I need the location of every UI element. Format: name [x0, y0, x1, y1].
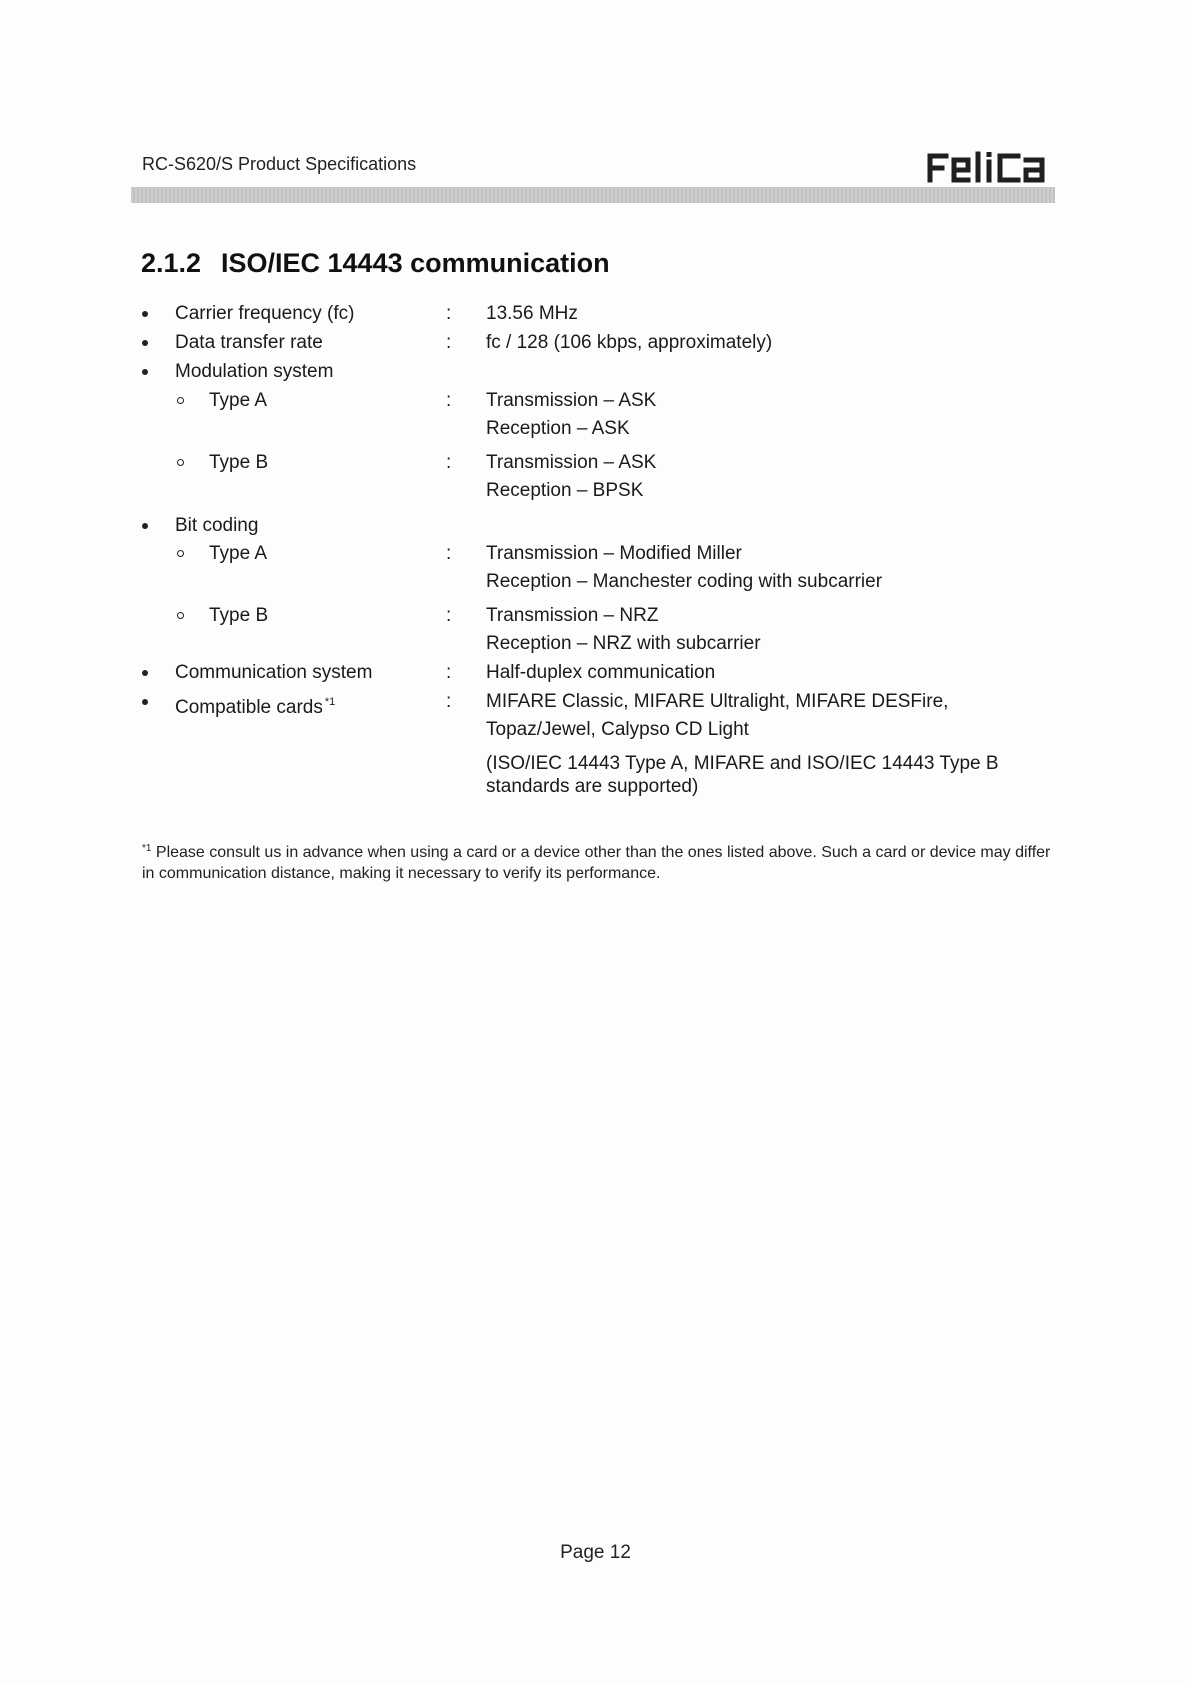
spec-sublabel: Type A [209, 390, 268, 411]
spec-value-line: Transmission – NRZ [486, 605, 659, 626]
spec-value-line: Reception – NRZ with subcarrier [486, 633, 761, 654]
header-divider-bar [131, 187, 1055, 203]
spec-value [486, 329, 1046, 357]
spec-value-line: Transmission – ASK [486, 452, 657, 473]
spec-value-line: Half-duplex communication [486, 662, 716, 683]
separator: : [446, 332, 452, 353]
separator: : [446, 543, 452, 564]
spec-label: Modulation system [175, 361, 334, 382]
document-header-title: RC-S620/S Product Specifications [142, 154, 417, 174]
spec-sublabel: Type B [209, 605, 269, 626]
spec-value [486, 688, 1046, 798]
spec-value [486, 449, 1046, 505]
separator: : [446, 452, 452, 473]
spec-value-line: 13.56 MHz [486, 303, 578, 324]
spec-value-line: MIFARE Classic, MIFARE Ultralight, MIFARE DESFire, [486, 691, 949, 712]
footnote [142, 838, 1058, 884]
spec-label: Carrier frequency (fc) [175, 303, 355, 324]
spec-value-line: Reception – BPSK [486, 480, 644, 501]
footnote-reference: *1 [324, 696, 336, 708]
spec-value [486, 602, 1046, 658]
page-number: Page 12 [560, 1542, 631, 1563]
spec-label: Communication system [175, 662, 373, 683]
spec-label: Bit coding [175, 515, 259, 536]
spec-value [486, 540, 1046, 596]
section-heading [141, 248, 610, 279]
spec-label-text: Compatible cards [175, 697, 323, 718]
separator: : [446, 662, 452, 683]
spec-label: Data transfer rate [175, 332, 323, 353]
spec-value-line: Transmission – ASK [486, 390, 657, 411]
spec-value-line: Reception – Manchester coding with subcarrier [486, 571, 883, 592]
spec-value [486, 387, 1046, 443]
spec-value-line: Reception – ASK [486, 418, 630, 439]
spec-label [175, 688, 335, 722]
section-title: ISO/IEC 14443 communication [221, 248, 610, 278]
section-number: 2.1.2 [141, 248, 202, 278]
spec-value-line: Topaz/Jewel, Calypso CD Light [486, 719, 749, 740]
spec-sublabel: Type A [209, 543, 268, 564]
felica-logo [920, 146, 1052, 186]
footnote-marker: *1 [142, 843, 152, 854]
spec-value-line: Transmission – Modified Miller [486, 543, 742, 564]
spec-value [486, 300, 1046, 328]
spec-value-line: fc / 128 (106 kbps, approximately) [486, 332, 773, 353]
separator: : [446, 390, 452, 411]
spec-value [486, 659, 1046, 687]
spec-value-note: (ISO/IEC 14443 Type A, MIFARE and ISO/IEC 14443 Type B standards are supported) [486, 753, 999, 797]
separator: : [446, 691, 452, 712]
separator: : [446, 303, 452, 324]
spec-sublabel: Type B [209, 452, 269, 473]
footnote-text: Please consult us in advance when using a card or a device other than the ones listed above. Such a card or device may differ in communication distance, making it necessary to verify its performance. [142, 844, 1051, 882]
separator: : [446, 605, 452, 626]
